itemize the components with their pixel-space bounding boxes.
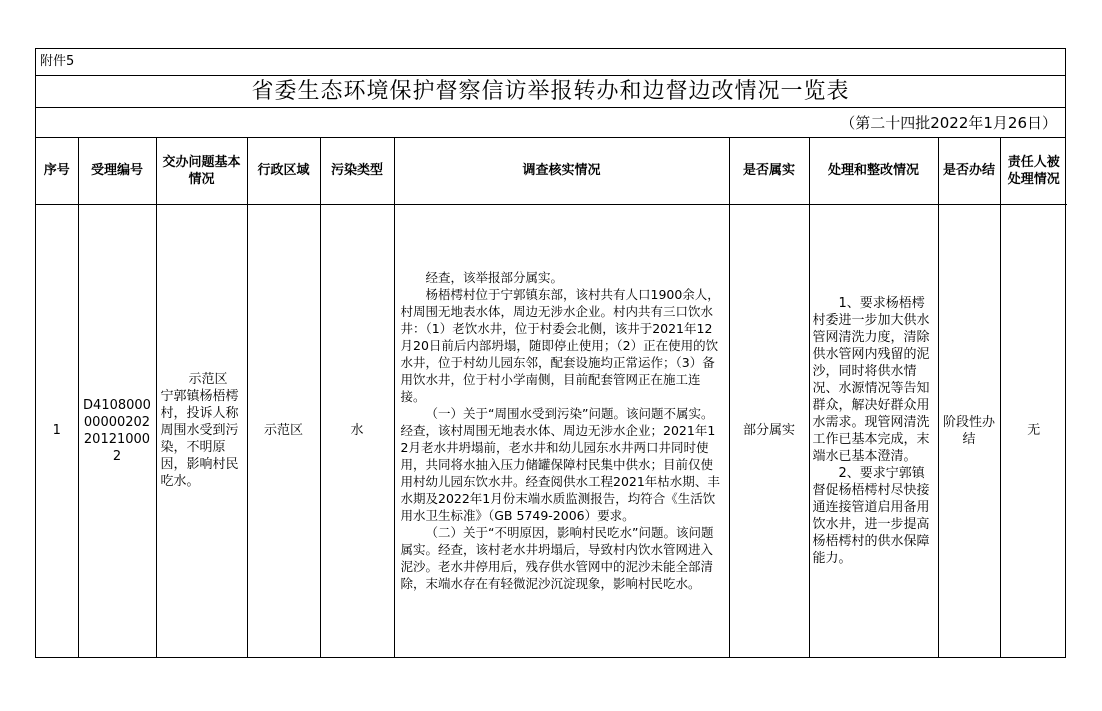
report-sheet: [35, 48, 1066, 658]
header-issue: 交办问题基本情况: [156, 138, 247, 204]
investigation-para-4: （二）关于“不明原因，影响村民吃水”问题。该问题属实。经查，该村老水井坍塌后，导致村内饮水管网进入泥沙。老水井停用后，残存供水管网中的泥沙未能全部清除，末端水存在有轻微泥沙沉淀现象，影响村民吃水。: [400, 525, 714, 592]
investigation-para-1: 经查，该举报部分属实。: [425, 270, 564, 286]
table-wrapper: [36, 138, 1065, 657]
header-verified: 是否属实: [729, 138, 809, 204]
cell-closed: 阶段性办结: [938, 204, 1000, 657]
header-district: 行政区域: [247, 138, 320, 204]
handling-item-2: 2、要求宁郭镇督促杨梧樗村尽快接通连接管道启用备用饮水井，进一步提高杨梧樗村的供水保障能力。: [812, 465, 930, 566]
table-header-row: [36, 138, 1067, 204]
header-handling: 处理和整改情况: [809, 138, 938, 204]
header-investigation: 调查核实情况: [394, 138, 729, 204]
cell-pollution: 水: [320, 204, 394, 657]
issue-rest: 宁郭镇杨梧樗村，投诉人称周围水受到污染，不明原因，影响村民吃水。: [160, 389, 239, 490]
header-pollution: 污染类型: [320, 138, 394, 204]
cell-district: 示范区: [247, 204, 320, 657]
header-seq: 序号: [36, 138, 78, 204]
table-row: [36, 204, 1067, 657]
cell-issue: [156, 204, 247, 657]
investigation-para-3: （一）关于“周围水受到污染”问题。该问题不属实。经查，该村周围无地表水体、周边无涉水企业；2021年12月老水井坍塌前，老水井和幼儿园东水井两口井同时使用，共同将水抽入压力储罐保障村民集中供水；目前仅使用村幼儿园东饮水井。经查阅供水工程2021年枯水期、丰水期及2022年1月份末端水质监测报告，均符合《生活饮用水卫生标准》（GB 5749-2006）要求。: [400, 406, 720, 524]
cell-seq: 1: [36, 204, 78, 657]
cell-investigation: [394, 204, 729, 657]
handling-item-1: 1、要求杨梧樗村委进一步加大供水管网清洗力度，清除供水管网内残留的泥沙，同时将供水情况、水源情况等告知群众，解决好群众用水需求。现管网清洗工作已基本完成，末端水已基本澄清。: [812, 295, 930, 464]
cell-verified: 部分属实: [729, 204, 809, 657]
cell-handling: [809, 204, 938, 657]
cell-case-no: D410800000000202201210002: [78, 204, 156, 657]
attachment-label: 附件5: [36, 49, 1065, 76]
header-accountability: 责任人被处理情况: [1000, 138, 1067, 204]
report-table: [36, 138, 1067, 657]
header-closed: 是否办结: [938, 138, 1000, 204]
batch-info: （第二十四批2022年1月26日）: [36, 108, 1065, 138]
page-title: 省委生态环境保护督察信访举报转办和边督边改情况一览表: [36, 76, 1065, 108]
investigation-para-2: 杨梧樗村位于宁郭镇东部，该村共有人口1900余人，村周围无地表水体，周边无涉水企业。村内共有三口饮水井：（1）老饮水井，位于村委会北侧，该井于2021年12月20日前后内部坍塌，随即停止使用；（2）正在使用的饮水井，位于村幼儿园东邻，配套设施均正常运作；（3）备用饮水井，位于村小学南侧，目前配套管网正在施工连接。: [400, 287, 720, 405]
cell-accountability: 无: [1027, 423, 1041, 439]
issue-line1: 示范区: [188, 372, 228, 388]
header-case-no: 受理编号: [78, 138, 156, 204]
